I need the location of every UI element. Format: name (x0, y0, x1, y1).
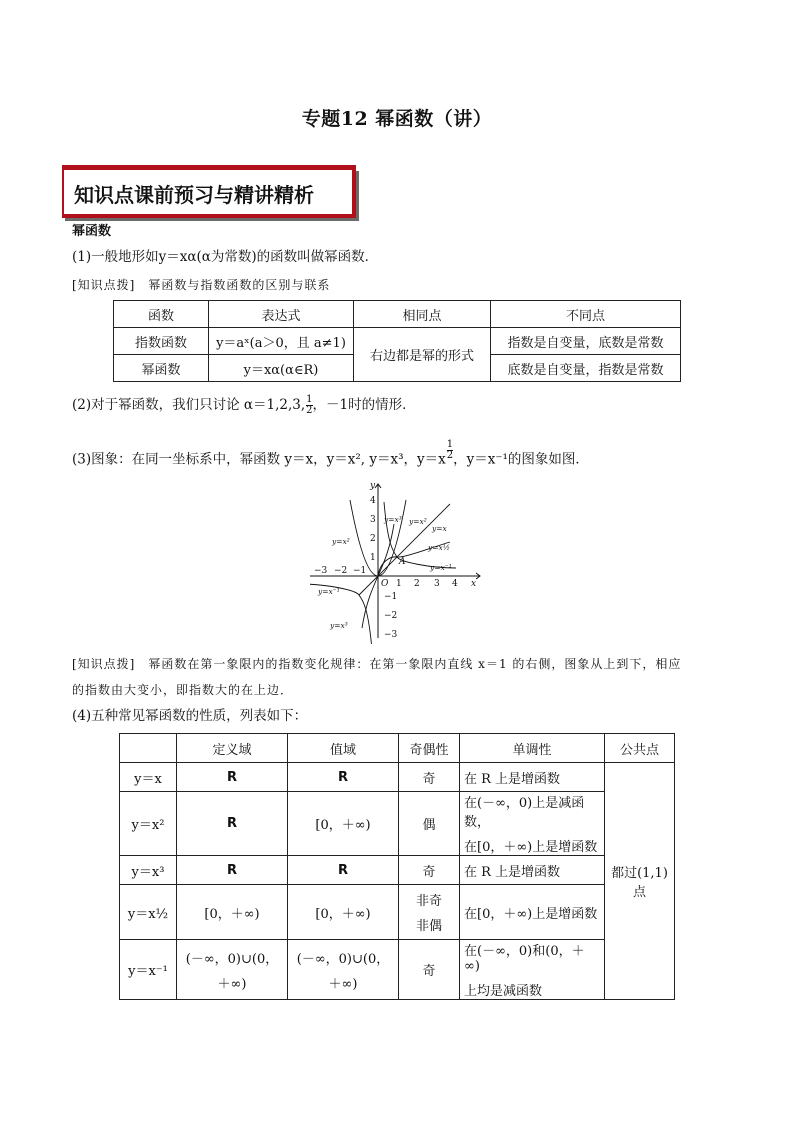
common-point-line-1: 都过(1,1) (611, 866, 668, 881)
table-header: 定义域 (177, 734, 288, 763)
table-cell: 幂函数 (114, 355, 209, 382)
x-tick-label: −1 (353, 566, 367, 576)
tip-2-line-1: [知识点拨] 幂函数在第一象限内的指数变化规律：在第一象限内直线 x＝1 的右侧，图象从上到下，相应 (72, 657, 682, 671)
curve-y-inv-pos (384, 502, 456, 568)
fraction-num: 1 (306, 394, 313, 405)
paragraph-3 (72, 440, 589, 469)
func-cell: y＝x³ (120, 856, 177, 885)
domain-cell (177, 940, 288, 1000)
table-row (120, 885, 675, 940)
origin-label: O (381, 579, 389, 589)
y-tick-label: 3 (370, 515, 376, 525)
parity-line-1: 非奇 (415, 894, 442, 909)
parity-cell: 奇 (399, 763, 460, 792)
monotonicity-cell: 在 R 上是增函数 (460, 856, 605, 885)
domain-line-1: (－∞，0)∪(0， (185, 951, 279, 967)
monotonicity-line-1: 在(－∞，0)和(0，＋∞) (464, 944, 585, 974)
paragraph-2-text: (2)对于幂函数，我们只讨论 α＝1,2,3, (72, 397, 306, 413)
fraction-den: 2 (446, 450, 454, 461)
tip-1: [知识点拨] 幂函数与指数函数的区别与联系 (72, 278, 331, 292)
table-header: 单调性 (460, 734, 605, 763)
table-header: 值域 (288, 734, 399, 763)
curve-label: y=x (432, 524, 447, 533)
curve-label: y=x³ (384, 515, 402, 524)
domain-cell: [0，＋∞) (177, 885, 288, 940)
range-cell: R (288, 856, 399, 885)
x-tick-label: 3 (434, 579, 440, 589)
point-a-label: A (399, 557, 406, 567)
func-cell: y＝x½ (120, 885, 177, 940)
fraction-num: 1 (446, 439, 454, 450)
table-row (120, 792, 675, 856)
table-row (120, 940, 675, 1000)
curve-label: y=x⁻¹ (318, 587, 340, 596)
paragraph-2 (72, 395, 416, 416)
table-cell: 底数是自变量，指数是常数 (491, 355, 681, 382)
power-functions-graph (310, 478, 490, 644)
paragraph-1: (1)一般地形如y＝xα(α为常数)的函数叫做幂函数． (72, 249, 379, 265)
table-cell: 右边都是幂的形式 (354, 328, 491, 382)
monotonicity-cell: 在 R 上是增函数 (460, 763, 605, 792)
x-axis-label: x (471, 579, 477, 589)
x-tick-label: 2 (414, 579, 420, 589)
table-cell: 指数是自变量，底数是常数 (491, 328, 681, 355)
curve-label: y=x² (409, 517, 427, 526)
table-header (120, 734, 177, 763)
paragraph-3-text-end: ，y＝x⁻¹的图象如图． (453, 451, 589, 468)
func-cell: y＝x⁻¹ (120, 940, 177, 1000)
section-banner (62, 168, 356, 218)
table-header: 表达式 (209, 301, 354, 328)
domain-cell: R (177, 792, 288, 856)
parity-line-2: 非偶 (415, 919, 442, 934)
table-header: 相同点 (354, 301, 491, 328)
parity-cell: 偶 (399, 792, 460, 856)
table-header-row (114, 301, 681, 328)
section-heading: 幂函数 (72, 224, 112, 239)
parity-cell: 奇 (399, 940, 460, 1000)
curve-label: y=x³ (330, 621, 348, 630)
table-cell: y＝xα(α∈R) (209, 355, 354, 382)
common-point-cell (605, 763, 675, 1000)
range-cell (288, 940, 399, 1000)
y-tick-label: 1 (370, 553, 376, 563)
page-title: 专题12 幂函数（讲） (301, 108, 493, 130)
monotonicity-line-1: 在(－∞，0)上是减函数， (464, 796, 585, 830)
range-cell: [0，＋∞) (288, 885, 399, 940)
domain-cell: R (177, 856, 288, 885)
monotonicity-line-2: 上均是减函数 (464, 984, 543, 999)
monotonicity-cell: 在[0，＋∞)上是增函数 (460, 885, 605, 940)
table-row (114, 328, 681, 355)
domain-line-2: ＋∞) (217, 976, 247, 992)
x-tick-label: −3 (314, 566, 328, 576)
y-axis-label: y (370, 481, 376, 491)
comparison-table (113, 300, 681, 382)
table-row (120, 763, 675, 792)
table-cell: y＝aˣ(a＞0，且 a≠1) (209, 328, 354, 355)
table-header-row (120, 734, 675, 763)
range-cell: R (288, 763, 399, 792)
y-tick-label: −2 (384, 611, 398, 621)
curve-label: y=x² (332, 537, 350, 546)
table-header: 函数 (114, 301, 209, 328)
monotonicity-cell (460, 940, 605, 1000)
banner-text: 知识点课前预习与精讲精析 (74, 183, 314, 207)
range-line-2: ＋∞) (328, 976, 358, 992)
table-header: 不同点 (491, 301, 681, 328)
curve-label: y=x⁻¹ (430, 563, 452, 572)
func-cell: y＝x (120, 763, 177, 792)
range-cell: [0，＋∞) (288, 792, 399, 856)
y-tick-label: 2 (370, 534, 376, 544)
parity-cell: 奇 (399, 856, 460, 885)
y-tick-label: −1 (384, 592, 398, 602)
table-header: 奇偶性 (399, 734, 460, 763)
domain-cell: R (177, 763, 288, 792)
paragraph-4: (4)五种常见幂函数的性质，列表如下： (72, 708, 308, 724)
common-point-line-2: 点 (632, 885, 646, 900)
y-tick-label: −3 (384, 630, 398, 640)
paragraph-2-text-end: ，－1时的情形． (312, 397, 416, 413)
range-line-1: (－∞，0)∪(0， (296, 951, 390, 967)
monotonicity-cell (460, 792, 605, 856)
y-tick-label: 4 (370, 496, 376, 506)
paragraph-3-text: (3)图象：在同一坐标系中，幂函数 y＝x，y＝x², y＝x³，y＝x (72, 451, 446, 468)
curve-label: y=x½ (428, 543, 451, 552)
x-tick-label: 4 (452, 579, 458, 589)
x-tick-label: −2 (334, 566, 348, 576)
table-cell: 指数函数 (114, 328, 209, 355)
tip-2-line-2: 的指数由大变小，即指数大的在上边． (72, 683, 294, 697)
x-tick-label: 1 (396, 579, 402, 589)
table-row (120, 856, 675, 885)
fraction-den: 2 (306, 405, 313, 416)
monotonicity-line-2: 在[0，＋∞)上是增函数 (464, 840, 598, 855)
parity-cell (399, 885, 460, 940)
table-header: 公共点 (605, 734, 675, 763)
func-cell: y＝x² (120, 792, 177, 856)
properties-table (119, 733, 675, 1000)
